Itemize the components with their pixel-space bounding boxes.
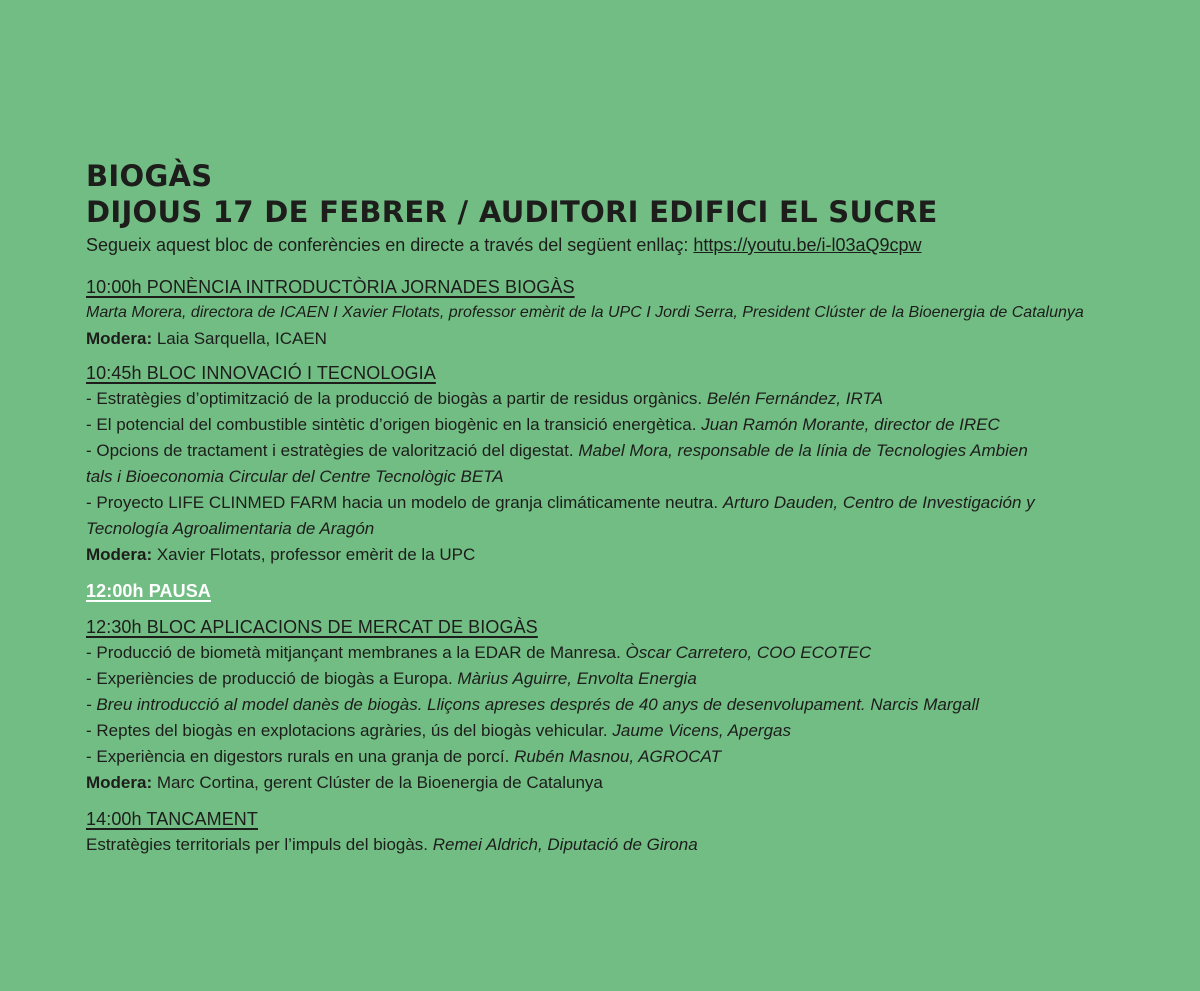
moderator-label: Modera: [86, 545, 153, 564]
talk-title: - Opcions de tractament i estratègies de valorització del digestat. [86, 441, 579, 460]
talk-speaker: Juan Ramón Morante, director de IREC [701, 415, 1000, 434]
talk-item [86, 744, 1140, 770]
talk-title: Estratègies territorials per l’impuls del biogàs. [86, 835, 433, 854]
moderator-name: Laia Sarquella, ICAEN [152, 329, 327, 348]
moderator-label: Modera: [86, 773, 153, 792]
talk-item [86, 666, 1140, 692]
talk-speaker: Òscar Carretero, COO ECOTEC [625, 643, 872, 662]
talk-item [86, 412, 1140, 438]
talk-title: - Estratègies d’optimització de la producció de biogàs a partir de residus orgànics. [86, 389, 707, 408]
block-heading: 12:30h BLOC APLICACIONS DE MERCAT DE BIOGÀS [86, 617, 538, 637]
title-line-1: BIOGÀS [86, 159, 213, 193]
title-line-2: DIJOUS 17 DE FEBRER / AUDITORI EDIFICI EL SUCRE [86, 195, 938, 229]
moderator-line [86, 326, 1140, 352]
moderator-name: Xavier Flotats, professor emèrit de la UPC [152, 545, 476, 564]
block-heading: 10:45h BLOC INNOVACIÓ I TECNOLOGIA [86, 363, 436, 383]
talk-speaker-continued: tals i Bioeconomia Circular del Centre Tecnològic BETA [86, 467, 504, 486]
block-closing [86, 806, 1140, 858]
speakers-line: Marta Morera, directora de ICAEN I Xavier Flotats, professor emèrit de la UPC I Jordi Serra, President Clúster de la Bioenergia de Catalunya [86, 304, 1084, 321]
intro-text: Segueix aquest bloc de conferències en directe a través del següent enllaç: [86, 235, 694, 255]
moderator-line [86, 770, 1140, 796]
talk-title: - El potencial del combustible sintètic d’origen biogènic en la transició energètica. [86, 415, 702, 434]
talk-item [86, 386, 1140, 412]
pause-heading: 12:00h PAUSA [86, 581, 211, 601]
talk-speaker: Rubén Masnou, AGROCAT [514, 747, 721, 766]
block-market-applications [86, 614, 1140, 796]
talk-title: - Reptes del biogàs en explotacions agràries, ús del biogàs vehicular. [86, 721, 613, 740]
block-pause [86, 578, 1140, 604]
block-intro-talk [86, 274, 1140, 352]
talk-item [86, 640, 1140, 666]
talk-speaker: Arturo Dauden, Centro de Investigación y [722, 493, 1035, 512]
talk-speaker: Belén Fernández, IRTA [706, 389, 883, 408]
talk-item [86, 718, 1140, 744]
talk-title: - Proyecto LIFE CLINMED FARM hacia un modelo de granja climáticamente neutra. [86, 493, 723, 512]
talk-item [86, 490, 1140, 542]
talk-speaker: Màrius Aguirre, Envolta Energia [457, 669, 697, 688]
talk-speaker: Jaume Vicens, Apergas [612, 721, 791, 740]
youtube-link[interactable]: https://youtu.be/i-l03aQ9cpw [693, 235, 922, 255]
block-heading: 14:00h TANCAMENT [86, 809, 258, 829]
talk-item [86, 832, 1140, 858]
moderator-line [86, 542, 1140, 568]
block-innovation [86, 360, 1140, 568]
talk-title: - Breu introducció al model danès de biogàs. Lliçons apreses després de 40 anys de desenvolupament. [86, 695, 871, 714]
page-title [86, 158, 1140, 230]
talk-item [86, 692, 1140, 718]
moderator-label: Modera: [86, 329, 153, 348]
talk-speaker: Mabel Mora, responsable de la línia de Tecnologies Ambien [578, 441, 1028, 460]
talk-title: - Producció de biometà mitjançant membranes a la EDAR de Manresa. [86, 643, 626, 662]
talk-title: - Experiència en digestors rurals en una granja de porcí. [86, 747, 515, 766]
block-heading: 10:00h PONÈNCIA INTRODUCTÒRIA JORNADES BIOGÀS [86, 277, 575, 297]
moderator-name: Marc Cortina, gerent Clúster de la Bioenergia de Catalunya [152, 773, 603, 792]
talk-speaker: Remei Aldrich, Diputació de Girona [432, 835, 698, 854]
talk-item [86, 438, 1140, 490]
talk-title: - Experiències de producció de biogàs a Europa. [86, 669, 458, 688]
intro-paragraph [86, 232, 1140, 258]
talk-speaker: Narcis Margall [870, 695, 980, 714]
talk-speaker-continued: Tecnología Agroalimentaria de Aragón [86, 519, 375, 538]
